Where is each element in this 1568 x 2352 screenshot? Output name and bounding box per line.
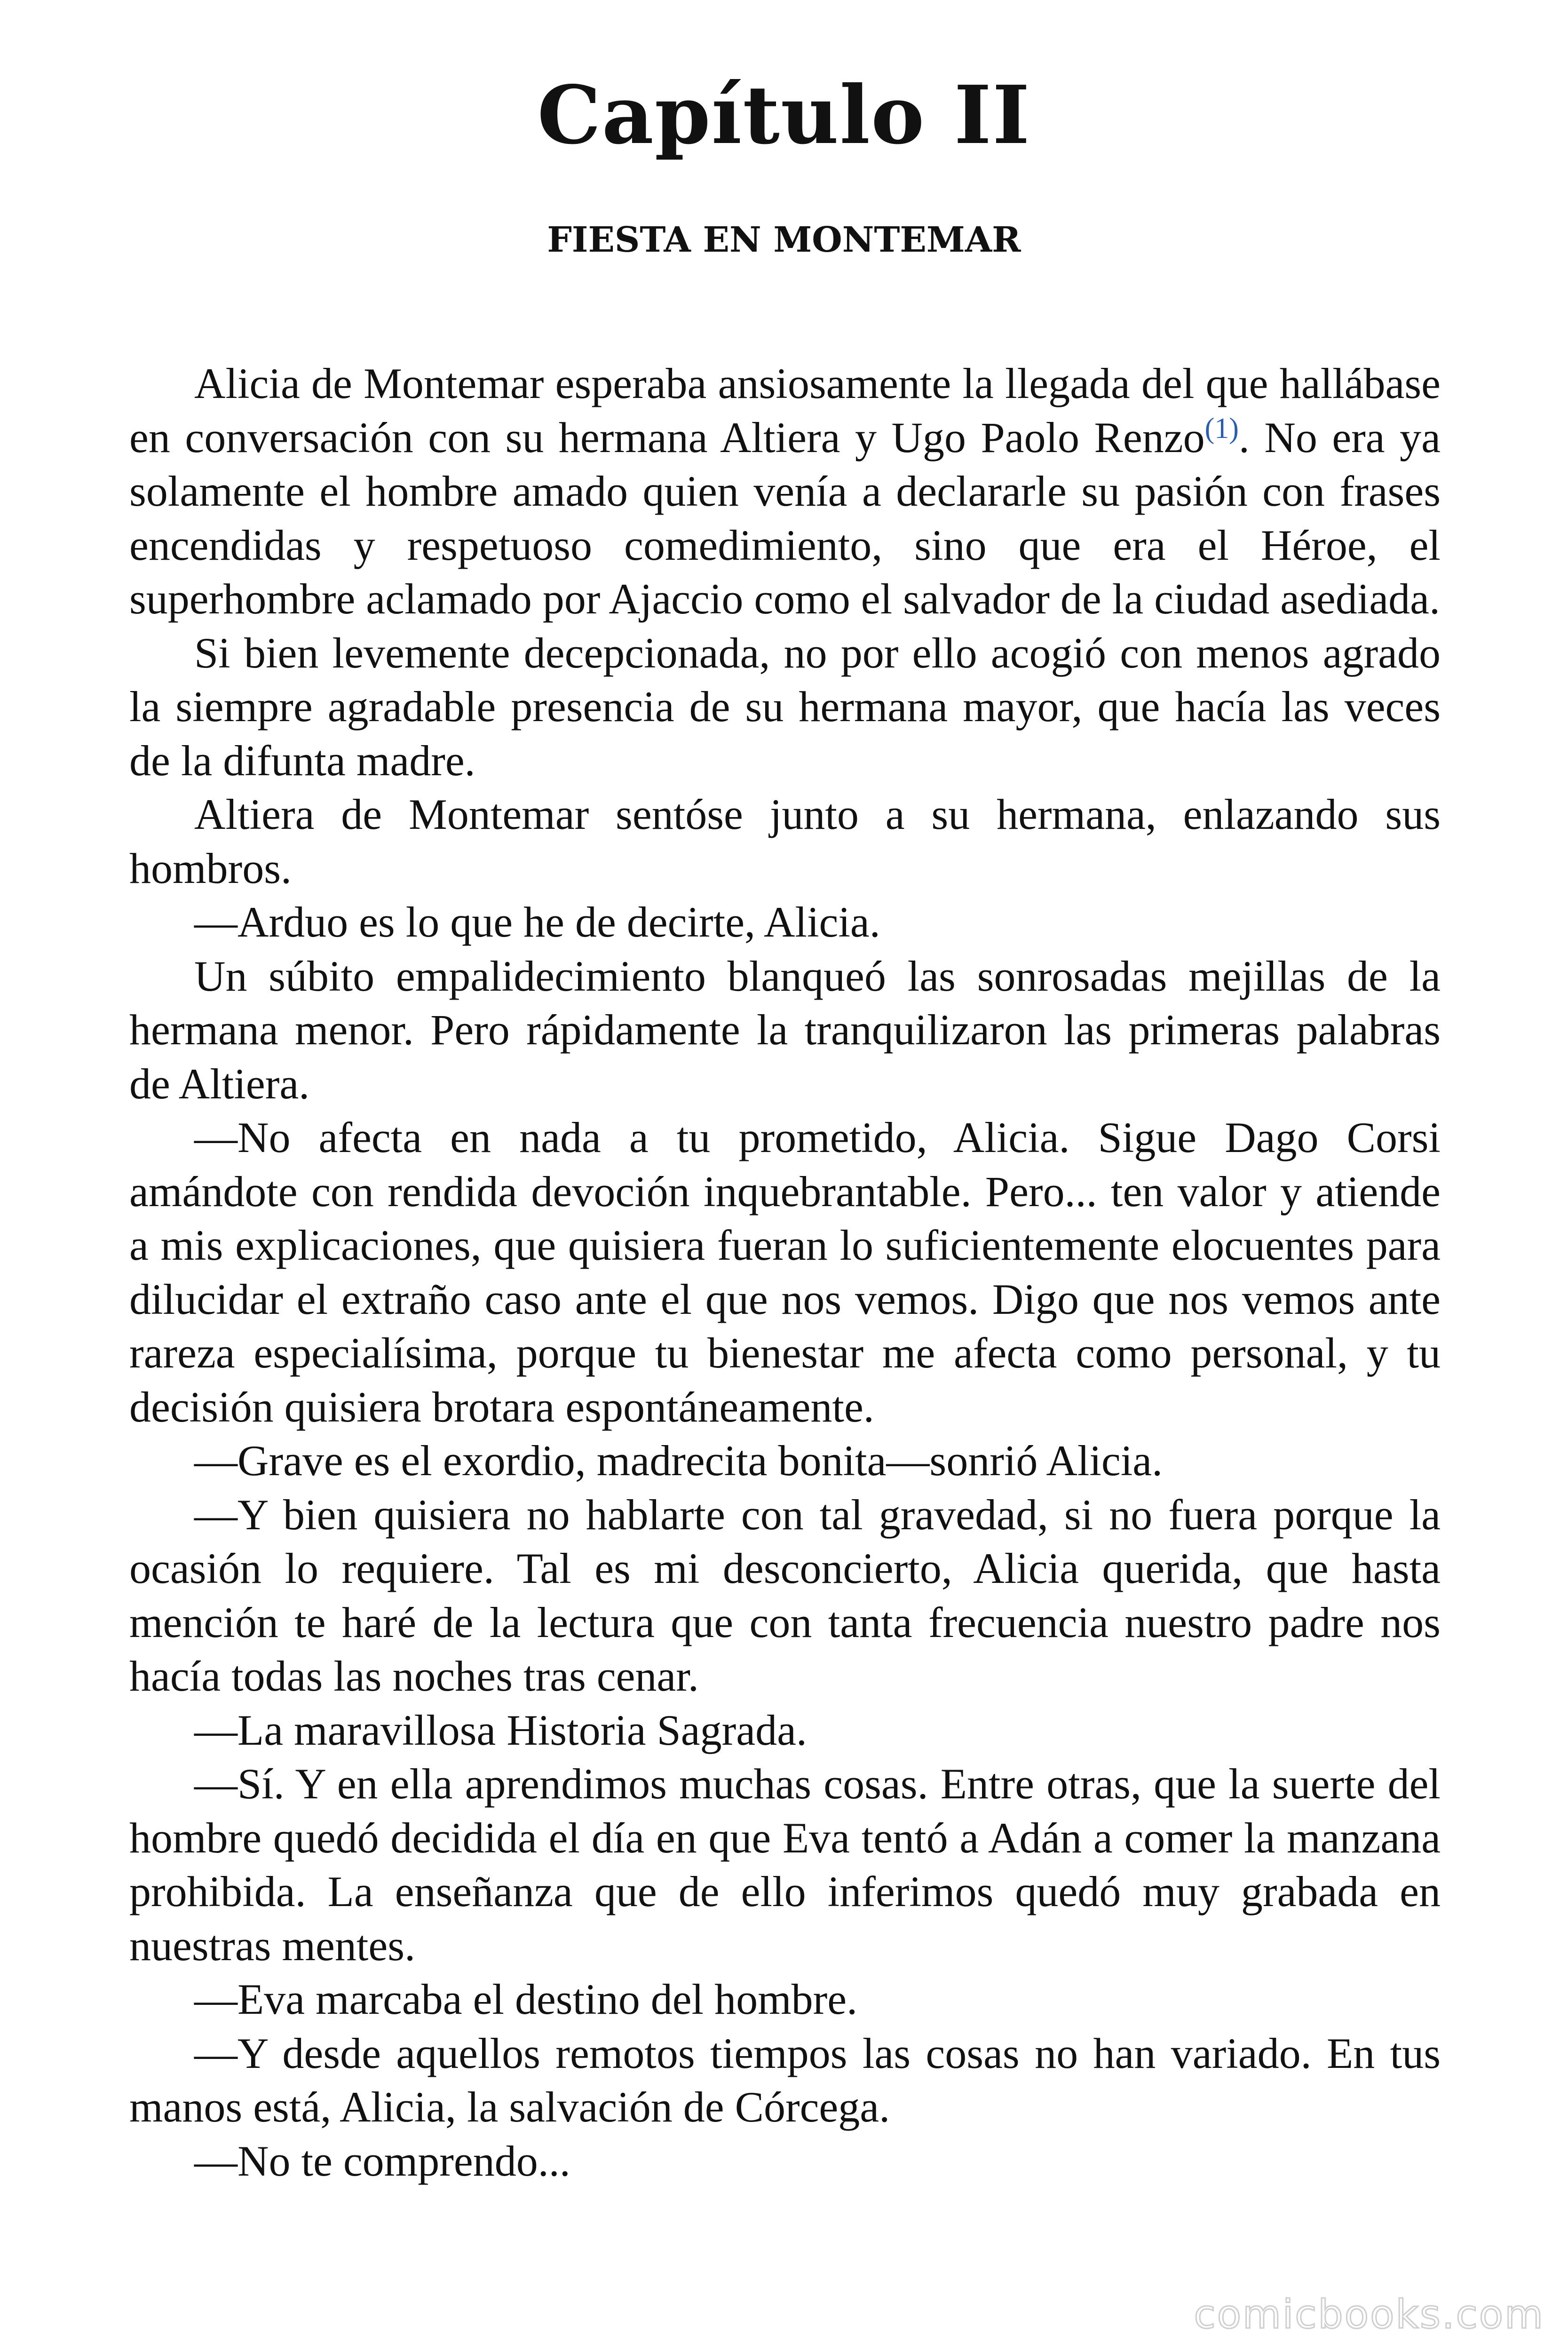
- footnote-link[interactable]: (1): [1204, 412, 1239, 445]
- paragraph: —La maravillosa Historia Sagrada.: [194, 1706, 807, 1754]
- chapter-body: [129, 357, 1441, 2188]
- chapter-title: Capítulo II: [537, 68, 1031, 162]
- watermark: comicbooks.com: [1194, 2291, 1544, 2337]
- paragraph: —Y bien quisiera no hablarte con tal gravedad, si no fuera porque la ocasión lo requiere. Tal es mi desconcierto, Alicia querida, que hasta mención te haré de la lectura que con tanta frecuencia nuestro padre nos hacía todas las noches tras cenar.: [129, 1490, 1441, 1700]
- paragraph: —No afecta en nada a tu prometido, Alicia. Sigue Dago Corsi amándote con rendida devoción inquebrantable. Pero... ten valor y atiende a mis explicaciones, que quisiera fueran lo suficientemente elocuentes para dilucidar el extraño caso ante el que nos vemos. Digo que nos vemos ante rareza especialísima, porque tu bienestar me afecta como personal, y tu decisión quisiera brotara espontáneamente.: [129, 1113, 1441, 1431]
- paragraph: —Arduo es lo que he de decirte, Alicia.: [194, 898, 880, 946]
- paragraph: Si bien levemente decepcionada, no por ello acogió con menos agrado la siempre agradable presencia de su hermana mayor, que hacía las veces de la difunta madre.: [129, 628, 1441, 785]
- paragraph: —No te comprendo...: [194, 2137, 570, 2185]
- paragraph: [129, 357, 1441, 626]
- paragraph: —Grave es el exordio, madrecita bonita—sonrió Alicia.: [194, 1437, 1163, 1485]
- paragraph: Altiera de Montemar sentóse junto a su hermana, enlazando sus hombros.: [129, 790, 1441, 892]
- chapter-subtitle: FIESTA EN MONTEMAR: [547, 220, 1021, 260]
- paragraph: —Y desde aquellos remotos tiempos las cosas no han variado. En tus manos está, Alicia, la salvación de Córcega.: [129, 2029, 1441, 2131]
- paragraph: —Eva marcaba el destino del hombre.: [194, 1975, 858, 2023]
- paragraph: Un súbito empalidecimiento blanqueó las sonrosadas mejillas de la hermana menor. Pero rápidamente la tranquilizaron las primeras palabras de Altiera.: [129, 952, 1441, 1108]
- paragraph: —Sí. Y en ella aprendimos muchas cosas. Entre otras, que la suerte del hombre quedó decidida el día en que Eva tentó a Adán a comer la manzana prohibida. La enseñanza que de ello inferimos quedó muy grabada en nuestras mentes.: [129, 1760, 1441, 1970]
- paragraph-text: Alicia de Montemar esperaba ansiosamente la llegada del que hallábase en conversación con su hermana Altiera y Ugo Paolo Renzo: [129, 359, 1441, 461]
- paragraph-text: . No era ya solamente el hombre amado quien venía a declararle su pasión con frases encendidas y respetuoso comedimiento, sino que era el Héroe, el superhombre aclamado por Ajaccio como el salvador de la ciudad asediada.: [129, 413, 1441, 623]
